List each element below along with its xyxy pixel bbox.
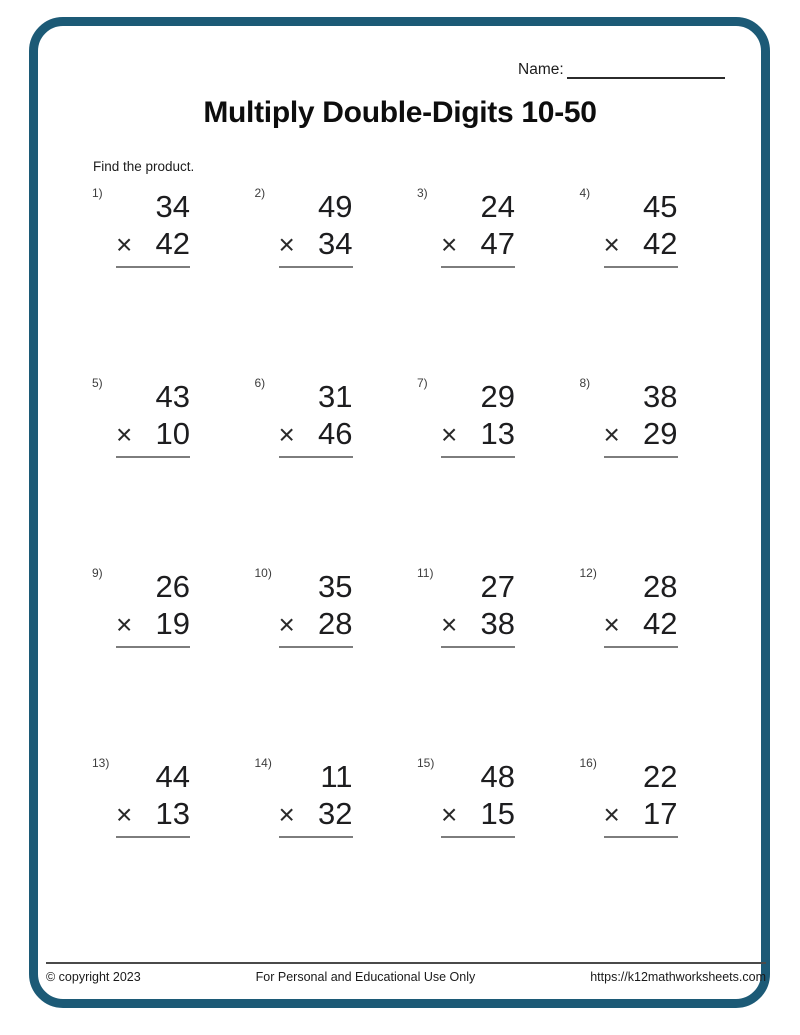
answer-line: [441, 266, 515, 268]
multiplier-row: [279, 795, 353, 833]
problem-work: [279, 565, 353, 648]
multiplier-row: [116, 605, 190, 643]
multiplier-row: [604, 225, 678, 263]
problem-work: [441, 375, 515, 458]
multiplier-row: [604, 605, 678, 643]
answer-line: [441, 456, 515, 458]
problem-work: [604, 755, 678, 838]
multiplier: 19: [155, 606, 190, 641]
name-row: [518, 59, 725, 79]
answer-line: [116, 456, 190, 458]
multiplication-sign: ×: [441, 419, 458, 450]
problem-cell: [580, 565, 678, 755]
multiplicand: 31: [318, 379, 353, 414]
multiplier-row: [441, 225, 515, 263]
problem-number: 13): [92, 756, 110, 770]
multiplier: 42: [643, 226, 678, 261]
multiplicand: 27: [480, 569, 515, 604]
multiplication-sign: ×: [603, 419, 620, 450]
footer-url: https://k12mathworksheets.com: [590, 970, 766, 984]
multiplication-sign: ×: [116, 419, 133, 450]
multiplication-sign: ×: [603, 799, 620, 830]
multiplicand: 48: [480, 759, 515, 794]
problem-work: [604, 375, 678, 458]
multiplier-row: [279, 415, 353, 453]
multiplication-sign: ×: [441, 609, 458, 640]
multiplier-row: [441, 605, 515, 643]
multiplicand: 22: [643, 759, 678, 794]
problem-number: 14): [254, 756, 272, 770]
multiplier: 17: [643, 796, 678, 831]
multiplier: 13: [480, 416, 515, 451]
problem-number: 3): [417, 186, 428, 200]
answer-line: [116, 646, 190, 648]
problem-cell: [417, 375, 515, 565]
problem-cell: [580, 755, 678, 945]
answer-line: [279, 456, 353, 458]
problem-cell: [417, 565, 515, 755]
name-blank-line: [567, 61, 725, 79]
multiplier: 47: [480, 226, 515, 261]
multiplication-sign: ×: [278, 609, 295, 640]
problem-number: 12): [579, 566, 597, 580]
answer-line: [604, 266, 678, 268]
multiplier-row: [279, 605, 353, 643]
problem-cell: [92, 185, 190, 375]
instruction-text: Find the product.: [93, 159, 195, 174]
multiplicand: 44: [155, 759, 190, 794]
multiplier-row: [116, 225, 190, 263]
multiplication-sign: ×: [116, 229, 133, 260]
name-label: Name:: [518, 61, 564, 78]
problem-work: [279, 755, 353, 838]
answer-line: [116, 266, 190, 268]
answer-line: [604, 456, 678, 458]
problem-cell: [92, 755, 190, 945]
answer-line: [604, 646, 678, 648]
problem-work: [604, 565, 678, 648]
problem-work: [116, 565, 190, 648]
multiplier: 42: [155, 226, 190, 261]
problem-work: [279, 185, 353, 268]
problem-cell: [92, 565, 190, 755]
multiplier: 15: [480, 796, 515, 831]
problems-grid: [92, 185, 678, 945]
problem-number: 7): [417, 376, 428, 390]
problem-cell: [580, 185, 678, 375]
answer-line: [116, 836, 190, 838]
problem-number: 6): [254, 376, 266, 390]
problem-work: [116, 375, 190, 458]
problem-cell: [92, 375, 190, 565]
problem-number: 16): [579, 756, 597, 770]
problem-number: 8): [579, 376, 591, 390]
answer-line: [604, 836, 678, 838]
multiplier: 13: [155, 796, 190, 831]
footer: [46, 970, 766, 984]
multiplier-row: [604, 795, 678, 833]
multiplier-row: [441, 795, 515, 833]
problem-work: [116, 185, 190, 268]
problem-work: [441, 565, 515, 648]
multiplier: 28: [318, 606, 353, 641]
multiplier-row: [116, 795, 190, 833]
problem-number: 5): [92, 376, 103, 390]
problem-cell: [580, 375, 678, 565]
problem-work: [116, 755, 190, 838]
footer-divider: [46, 962, 766, 964]
multiplication-sign: ×: [116, 799, 133, 830]
multiplicand: 38: [643, 379, 678, 414]
footer-usage: For Personal and Educational Use Only: [255, 970, 476, 984]
multiplicand: 34: [155, 189, 190, 224]
multiplication-sign: ×: [278, 799, 295, 830]
problem-work: [604, 185, 678, 268]
multiplication-sign: ×: [116, 609, 133, 640]
problem-number: 2): [254, 186, 266, 200]
problem-number: 15): [417, 756, 435, 770]
multiplier: 32: [318, 796, 353, 831]
multiplier: 38: [480, 606, 515, 641]
multiplier: 46: [318, 416, 353, 451]
answer-line: [279, 266, 353, 268]
multiplier-row: [116, 415, 190, 453]
answer-line: [279, 836, 353, 838]
multiplication-sign: ×: [278, 229, 295, 260]
multiplier: 29: [643, 416, 678, 451]
multiplicand: 24: [480, 189, 515, 224]
problem-number: 9): [92, 566, 103, 580]
problem-work: [279, 375, 353, 458]
answer-line: [441, 646, 515, 648]
problem-cell: [255, 185, 353, 375]
multiplier: 34: [318, 226, 353, 261]
multiplication-sign: ×: [278, 419, 295, 450]
multiplicand: 45: [643, 189, 678, 224]
multiplicand: 28: [643, 569, 678, 604]
problem-cell: [255, 375, 353, 565]
multiplicand: 26: [155, 569, 190, 604]
multiplication-sign: ×: [441, 799, 458, 830]
multiplication-sign: ×: [441, 229, 458, 260]
problem-work: [441, 185, 515, 268]
multiplicand: 29: [480, 379, 515, 414]
multiplicand: 11: [320, 759, 353, 794]
problem-cell: [255, 565, 353, 755]
problem-number: 11): [417, 566, 434, 580]
problem-number: 10): [254, 566, 272, 580]
answer-line: [441, 836, 515, 838]
multiplication-sign: ×: [603, 609, 620, 640]
multiplicand: 49: [318, 189, 353, 224]
problem-work: [441, 755, 515, 838]
problem-cell: [255, 755, 353, 945]
multiplicand: 35: [318, 569, 353, 604]
problem-number: 4): [579, 186, 591, 200]
multiplicand: 43: [155, 379, 190, 414]
multiplier: 10: [155, 416, 190, 451]
problem-cell: [417, 185, 515, 375]
multiplier-row: [441, 415, 515, 453]
answer-line: [279, 646, 353, 648]
multiplier: 42: [643, 606, 678, 641]
problem-cell: [417, 755, 515, 945]
multiplier-row: [604, 415, 678, 453]
footer-copyright: © copyright 2023: [46, 970, 141, 984]
multiplier-row: [279, 225, 353, 263]
page-title: Multiply Double-Digits 10-50: [203, 96, 597, 129]
problem-number: 1): [92, 186, 103, 200]
multiplication-sign: ×: [603, 229, 620, 260]
